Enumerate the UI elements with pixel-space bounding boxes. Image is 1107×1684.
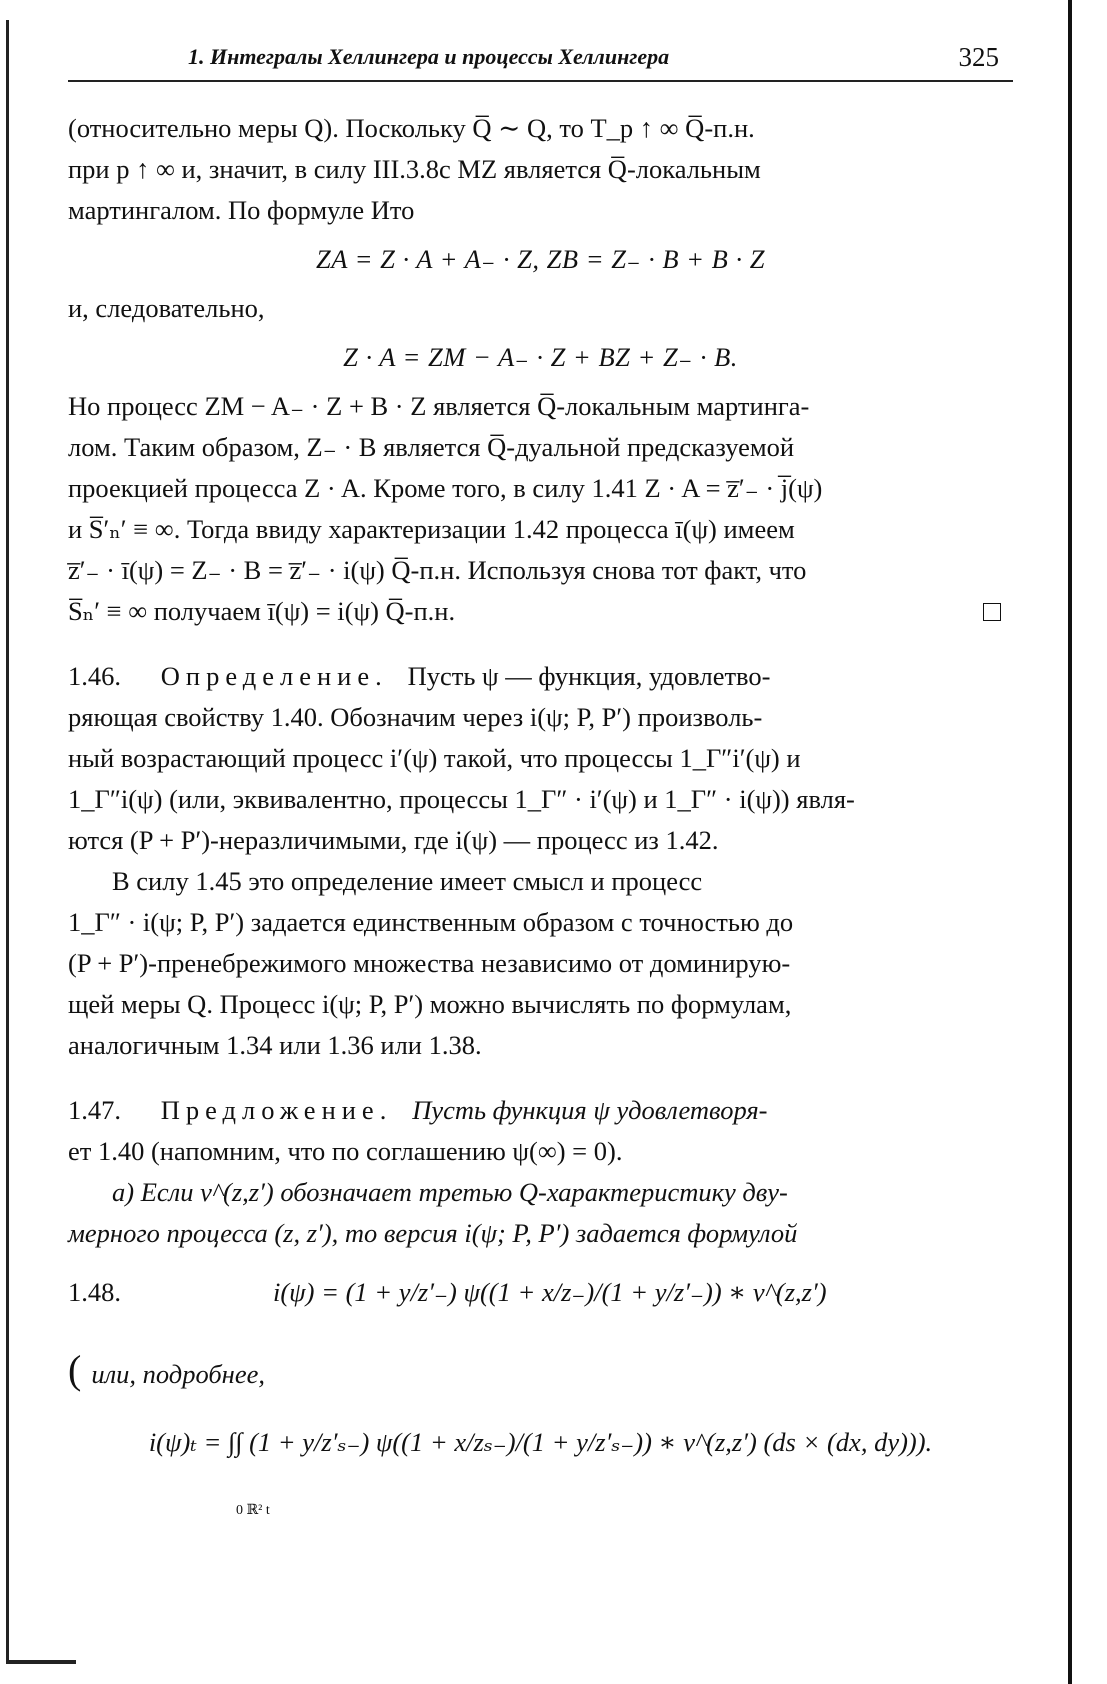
text-line: мерного процесса (z, z′), то версия i(ψ; P, P′) задается формулой [68,1218,798,1248]
text-line: S̅ₙ′ ≡ ∞ получаем ī(ψ) = i(ψ) Q̅-п.н. [68,596,456,626]
text-line: проекцией процесса Z · A. Кроме того, в силу 1.41 Z · A = z̅′₋ · j̅(ψ) [68,473,823,503]
text-line: и, следовательно, [68,293,265,323]
equation-1-48 [68,1254,1013,1338]
scan-edge-bottom [6,1660,76,1664]
text-line: (относительно меры Q). Поскольку Q̅ ∼ Q, то T_p ↑ ∞ Q̅-п.н. [68,113,755,143]
equation-label: 1.48. [68,1277,121,1307]
scan-edge-right [1068,0,1072,1684]
detail-formula-block [68,1422,1013,1532]
text-line: ряющая свойству 1.40. Обозначим через i(ψ; P, P′) произволь- [68,702,763,732]
proposition-label: 1.47. [68,1095,121,1125]
formula-ito: ZA = Z · A + A₋ · Z, ZB = Z₋ · B + B · Z [316,244,765,274]
definition-label: 1.46. [68,661,121,691]
qed-square-icon [983,603,1001,621]
text-line: 1_Γ″ · i(ψ; P, P′) задается единственным образом с точностью до [68,907,794,937]
paragraph-proof-end [68,386,1013,632]
text-line: аналогичным 1.34 или 1.36 или 1.38. [68,1030,482,1060]
open-paren-glyph: ( [68,1347,82,1392]
definition-title: Определение. [160,661,388,691]
text-line: Но процесс ZM − A₋ · Z + B · Z является Q̅-локальным мартинга- [68,391,810,421]
text-line: В силу 1.45 это определение имеет смысл и процесс [112,866,703,896]
running-title: 1. Интегралы Хеллингера и процессы Хеллингера [188,44,670,69]
integral-limits: 0 ℝ² t [236,1502,270,1518]
text-line: (P + P′)-пренебрежимого множества независимо от доминирую- [68,948,791,978]
equation-formula: i(ψ) = (1 + y/z′₋) ψ((1 + x/z₋)/(1 + y/z′₋)) ∗ ν^(z,z′) [273,1277,827,1307]
text-line: и S̅′ₙ′ ≡ ∞. Тогда ввиду характеризации 1.42 процесса ī(ψ) имеем [68,514,795,544]
text-line: а) Если ν^(z,z′) обозначает третью Q-характеристику дву- [112,1177,788,1207]
text-line: ный возрастающий процесс i′(ψ) такой, что процессы 1_Γ″i′(ψ) и [68,743,801,773]
definition-first-line [68,656,1013,697]
text-line: ет 1.40 (напомним, что по соглашению ψ(∞) = 0). [68,1136,623,1166]
qed-line [68,591,1013,632]
text-line: ются (P + P′)-неразличимыми, где i(ψ) — процесс из 1.42. [68,825,719,855]
text-line: щей меры Q. Процесс i(ψ; P, P′) можно вычислять по формулам, [68,989,792,1019]
text-segment: Пусть функция ψ удовлетворя- [412,1095,768,1125]
detail-intro: или, подробнее, [91,1358,265,1389]
proposition-1-47 [68,1090,1013,1254]
detail-formula: i(ψ)ₜ = ∫∫ (1 + y/z′ₛ₋) ψ((1 + x/zₛ₋)/(1 + y/z′ₛ₋)) ∗ ν^(z,z′) (ds × (dx, dy))). [148,1426,933,1457]
definition-1-46 [68,656,1013,1066]
text-segment: Пусть ψ — функция, удовлетво- [407,661,771,691]
text-line: мартингалом. По формуле Ито [68,195,415,225]
text-line: z̅′₋ · ī(ψ) = Z₋ · B = z̅′₋ · i(ψ) Q̅-п.н. Используя снова тот факт, что [68,555,807,585]
scan-edge-left [6,20,9,1660]
proposition-title: Предложение. [160,1095,393,1125]
running-header [68,40,1013,82]
book-page [68,40,1013,1532]
page-number: 325 [958,42,999,72]
text-line: лом. Таким образом, Z₋ · B является Q̅-дуальной предсказуемой [68,432,795,462]
text-line: 1_Γ″i(ψ) (или, эквивалентно, процессы 1_Γ″ · i′(ψ) и 1_Γ″ · i(ψ)) явля- [68,784,855,814]
formula-za: Z · A = ZM − A₋ · Z + BZ + Z₋ · B. [343,342,738,372]
proposition-first-line [68,1090,1013,1131]
detail-intro-line [68,1344,1013,1400]
paragraph-proof-continuation [68,108,1013,231]
text-line: при p ↑ ∞ и, значит, в силу III.3.8c MZ является Q̅-локальным [68,154,761,184]
